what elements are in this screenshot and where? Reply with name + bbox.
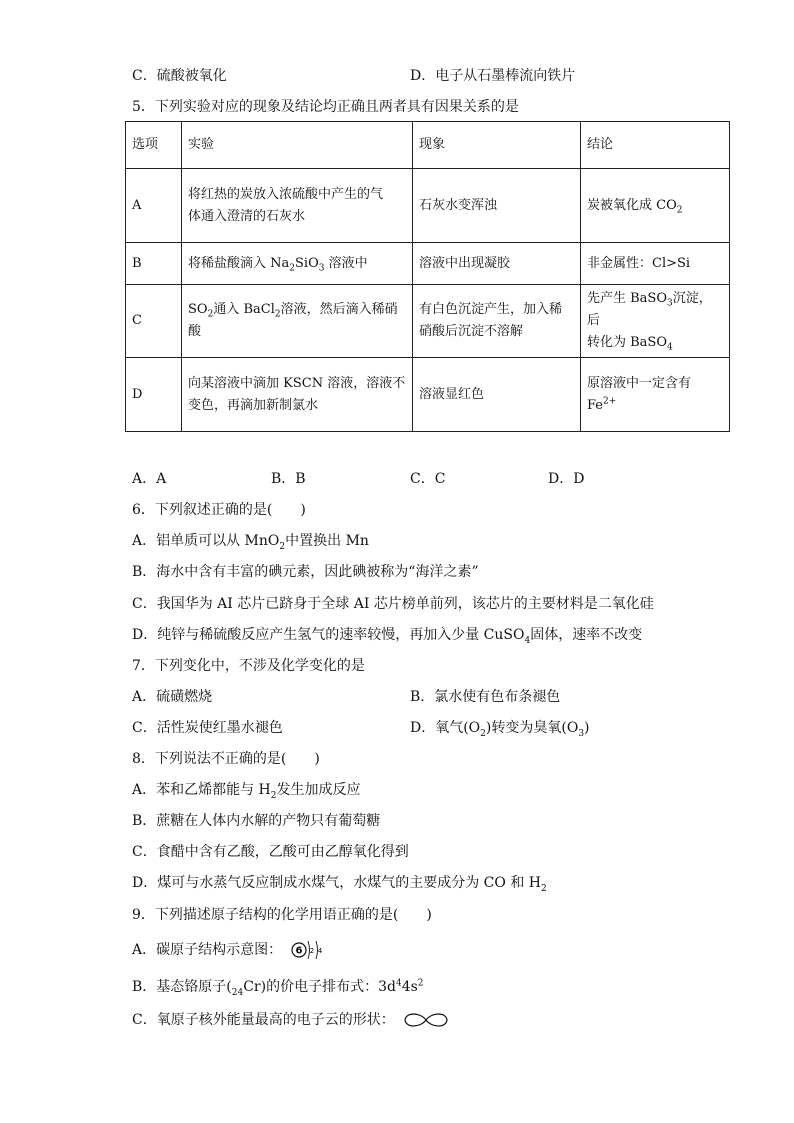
header-conclusion: 结论 [581, 122, 730, 169]
q5-choice-a: A．A [132, 471, 167, 487]
q6-option-c: C．我国华为 AI 芯片已跻身于全球 AI 芯片榜单前列，该芯片的主要材料是二氧化硅 [132, 596, 654, 612]
q8-stem: 8．下列说法不正确的是( ) [132, 751, 320, 767]
table-row-d [126, 358, 730, 432]
phenomenon-line: 有白色沉淀产生，加入稀 [419, 302, 563, 317]
q7-option-a: A．硫磺燃烧 [132, 689, 213, 705]
subscript: 2 [279, 541, 286, 552]
row-phenomenon: 溶液中出现凝胶 [413, 243, 581, 285]
row-experiment [182, 358, 413, 432]
row-option: C [126, 285, 182, 358]
q9-option-a [132, 939, 325, 961]
subscript: 24 [231, 987, 244, 998]
experiment-line [188, 299, 406, 321]
row-conclusion [581, 169, 730, 243]
q8-option-d [132, 873, 547, 893]
header-experiment: 实验 [182, 122, 413, 169]
conclusion-line: 原溶液中一定含有 [587, 375, 692, 391]
subscript: 3 [667, 298, 673, 309]
subscript: 3 [318, 263, 325, 274]
option-text: B．基态铬原子( [132, 979, 232, 995]
experiment-text: 溶液，然后滴入稀硝 [280, 302, 398, 317]
option-text: A．铝单质可以从 MnO [132, 533, 280, 549]
row-phenomenon: 溶液显红色 [413, 358, 581, 432]
option-text: D．煤可与水蒸气反应制成水煤气，水煤气的主要成分为 CO 和 H [132, 875, 541, 891]
q4-option-d: D．电子从石墨棒流向铁片 [410, 68, 576, 84]
header-phenomenon: 现象 [413, 122, 581, 169]
conclusion-line [587, 395, 723, 417]
subscript: 2 [480, 728, 486, 739]
q5-choice-b: B．B [271, 471, 306, 487]
atom-structure-icon [291, 939, 325, 961]
q6-option-a [132, 531, 369, 551]
q4-option-c: C．硫酸被氧化 [132, 68, 227, 84]
q7-stem: 7．下列变化中，不涉及化学变化的是 [132, 658, 365, 674]
row-option: A [126, 169, 182, 243]
option-text: D．纯锌与稀硫酸反应产生氢气的速率较慢，再加入少量 CuSO [132, 627, 525, 643]
row-phenomenon [413, 285, 581, 358]
conclusion-line [587, 332, 723, 354]
q6-option-d [132, 625, 642, 645]
q8-option-a [132, 780, 361, 800]
option-text: C．氧原子核外能量最高的电子云的形状： [132, 1012, 395, 1028]
nucleus-charge: 6 [295, 945, 303, 957]
conclusion-text: Fe [587, 397, 604, 413]
table-row-c [126, 285, 730, 358]
experiment-text: 溶液中 [324, 255, 368, 271]
row-phenomenon: 石灰水变浑浊 [413, 169, 581, 243]
header-option: 选项 [126, 122, 182, 169]
table-row-b [126, 243, 730, 285]
q9-option-c [132, 1010, 449, 1030]
q7-option-d [410, 718, 590, 738]
shell-electrons-2: 4 [317, 947, 322, 955]
option-text: D．氧气(O [410, 720, 481, 736]
option-text: )转变为臭氧(O [485, 720, 579, 736]
experiment-line: 向某溶液中滴加 KSCN 溶液，溶液不 [188, 375, 406, 391]
q5-choice-c: C．C [410, 471, 446, 487]
option-text: ) [584, 720, 590, 736]
row-experiment [182, 243, 413, 285]
q9-option-b [132, 977, 424, 997]
superscript: 2 [417, 978, 424, 989]
superscript: 2+ [603, 396, 617, 407]
q5-choice-d: D．D [548, 471, 585, 487]
q5-stem: 5．下列实验对应的现象及结论均正确且两者具有因果关系的是 [132, 99, 519, 115]
subscript: 4 [524, 635, 531, 646]
q5-table [125, 121, 730, 432]
subscript: 2 [289, 263, 295, 274]
table-row-a [126, 169, 730, 243]
experiment-line: 体通入澄清的石灰水 [188, 208, 306, 224]
experiment-text: SO [188, 302, 208, 317]
option-text: A．碳原子结构示意图： [132, 942, 283, 958]
conclusion-text: 转化为 BaSO [587, 335, 667, 350]
q7-option-c: C．活性炭使红墨水褪色 [132, 720, 283, 736]
subscript: 2 [270, 790, 277, 801]
shell-electrons-1: 2 [309, 947, 314, 955]
experiment-text: 将稀盐酸滴入 Na [188, 255, 290, 271]
q8-option-c: C．食醋中含有乙酸，乙酸可由乙醇氧化得到 [132, 844, 409, 860]
experiment-text: SiO [295, 255, 319, 271]
q7-option-b: B．氯水使有色布条褪色 [410, 689, 561, 705]
superscript: 4 [395, 978, 402, 989]
conclusion-line [587, 288, 723, 332]
row-experiment [182, 285, 413, 358]
phenomenon-line: 硝酸后沉淀不溶解 [419, 324, 524, 339]
row-conclusion [581, 285, 730, 358]
option-text: A．苯和乙烯都能与 H [132, 782, 271, 798]
option-text: 4s [401, 979, 418, 995]
conclusion-text: 先产生 BaSO [587, 291, 667, 306]
row-experiment [182, 169, 413, 243]
q8-option-b: B．蔗糖在人体内水解的产物只有葡萄糖 [132, 813, 381, 829]
experiment-line: 酸 [188, 324, 202, 339]
row-option: D [126, 358, 182, 432]
experiment-text: 通入 BaCl [213, 302, 275, 317]
experiment-line: 变色，再滴加新制氯水 [188, 397, 319, 413]
row-conclusion [581, 358, 730, 432]
q6-option-b: B．海水中含有丰富的碘元素，因此碘被称为“海洋之素” [132, 564, 479, 580]
row-option: B [126, 243, 182, 285]
subscript: 2 [676, 205, 683, 216]
option-text: 发生加成反应 [276, 782, 361, 798]
option-text: 固体，速率不改变 [530, 627, 643, 643]
conclusion-text: 炭被氧化成 CO [587, 197, 677, 213]
dumbbell-orbital-icon [403, 1012, 449, 1028]
subscript: 2 [274, 309, 281, 320]
subscript: 2 [540, 883, 547, 894]
option-text: 中置换出 Mn [285, 533, 369, 549]
option-text: Cr)的价电子排布式：3d [243, 979, 396, 995]
conclusion-text: 沉淀，后 [587, 291, 712, 328]
q9-stem: 9．下列描述原子结构的化学用语正确的是( ) [132, 907, 432, 923]
subscript: 2 [207, 309, 214, 320]
subscript: 4 [667, 342, 673, 353]
experiment-line: 将红热的炭放入浓硫酸中产生的气 [188, 186, 384, 202]
subscript: 3 [578, 728, 585, 739]
table-header-row [126, 122, 730, 169]
q6-stem: 6．下列叙述正确的是( ) [132, 502, 306, 518]
row-conclusion: 非金属性：Cl>Si [581, 243, 730, 285]
